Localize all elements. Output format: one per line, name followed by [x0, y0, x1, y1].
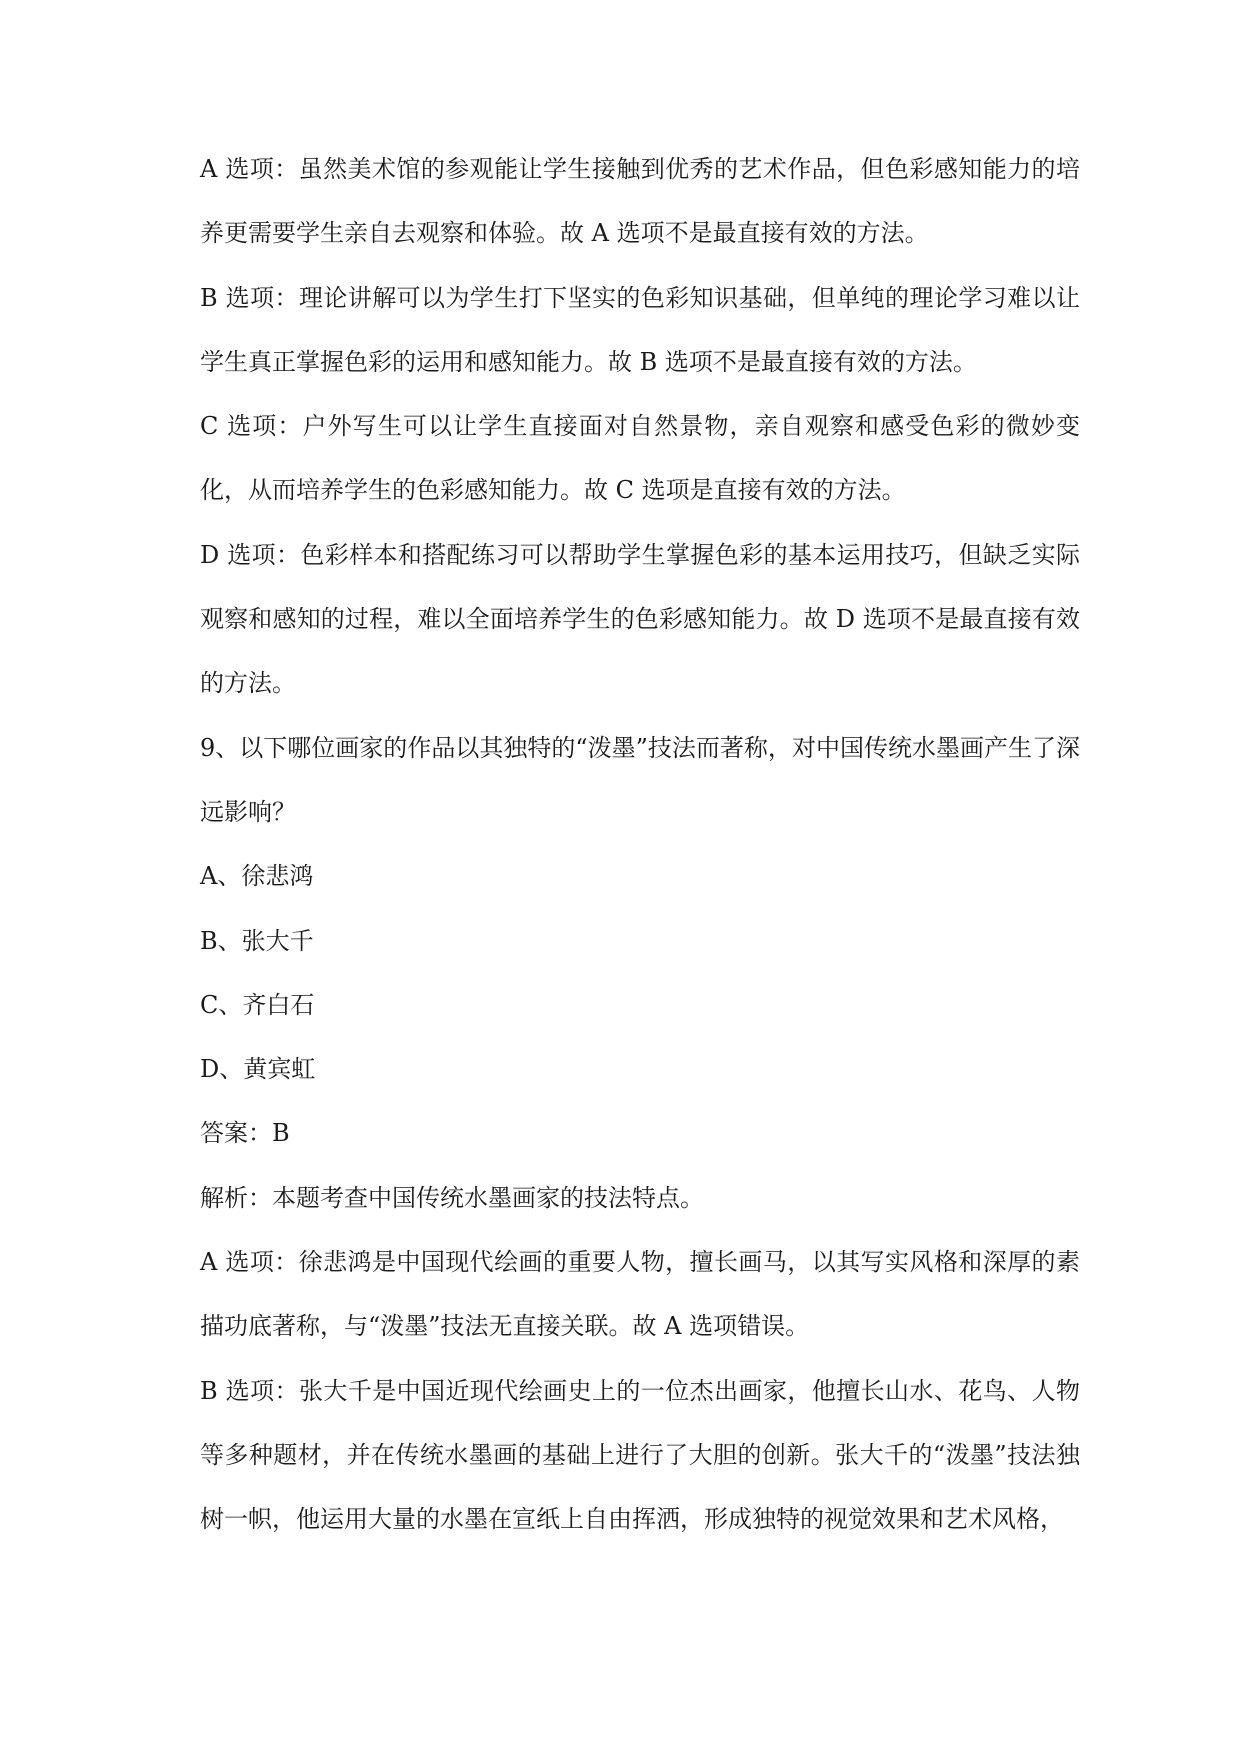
analysis-option-b: B 选项：理论讲解可以为学生打下坚实的色彩知识基础，但单纯的理论学习难以让学生真正掌握色彩的运用和感知能力。故 B 选项不是最直接有效的方法。 — [200, 283, 1080, 376]
analysis-option-a: A 选项：虽然美术馆的参观能让学生接触到优秀的艺术作品，但色彩感知能力的培养更需要学生亲自去观察和体验。故 A 选项不是最直接有效的方法。 — [200, 155, 1080, 248]
question-9-choice-d: D、黄宾虹 — [200, 1055, 316, 1084]
question-9-choice-a: A、徐悲鸿 — [200, 862, 314, 891]
question-9-explanation: 解析：本题考查中国传统水墨画家的技法特点。 — [200, 1183, 704, 1212]
document-body — [200, 137, 1080, 1552]
question-9-analysis-b: B 选项：张大千是中国近现代绘画史上的一位杰出画家，他擅长山水、花鸟、人物等多种题材，并在传统水墨画的基础上进行了大胆的创新。张大千的“泼墨”技法独树一帜，他运用大量的水墨在宣纸上自由挥洒，形成独特的视觉效果和艺术风格， — [200, 1376, 1080, 1534]
question-9: 9、以下哪位画家的作品以其独特的“泼墨”技法而著称，对中国传统水墨画产生了深远影响？ — [200, 733, 1080, 826]
question-9-analysis-a: A 选项：徐悲鸿是中国现代绘画的重要人物，擅长画马，以其写实风格和深厚的素描功底著称，与“泼墨”技法无直接关联。故 A 选项错误。 — [200, 1248, 1080, 1341]
analysis-option-d: D 选项：色彩样本和搭配练习可以帮助学生掌握色彩的基本运用技巧，但缺乏实际观察和感知的过程，难以全面培养学生的色彩感知能力。故 D 选项不是最直接有效的方法。 — [200, 540, 1080, 698]
question-9-choice-b: B、张大千 — [200, 926, 314, 955]
question-9-choice-c: C、齐白石 — [200, 990, 315, 1019]
question-9-answer: 答案：B — [200, 1119, 290, 1148]
analysis-option-c: C 选项：户外写生可以让学生直接面对自然景物，亲自观察和感受色彩的微妙变化，从而培养学生的色彩感知能力。故 C 选项是直接有效的方法。 — [200, 412, 1080, 505]
